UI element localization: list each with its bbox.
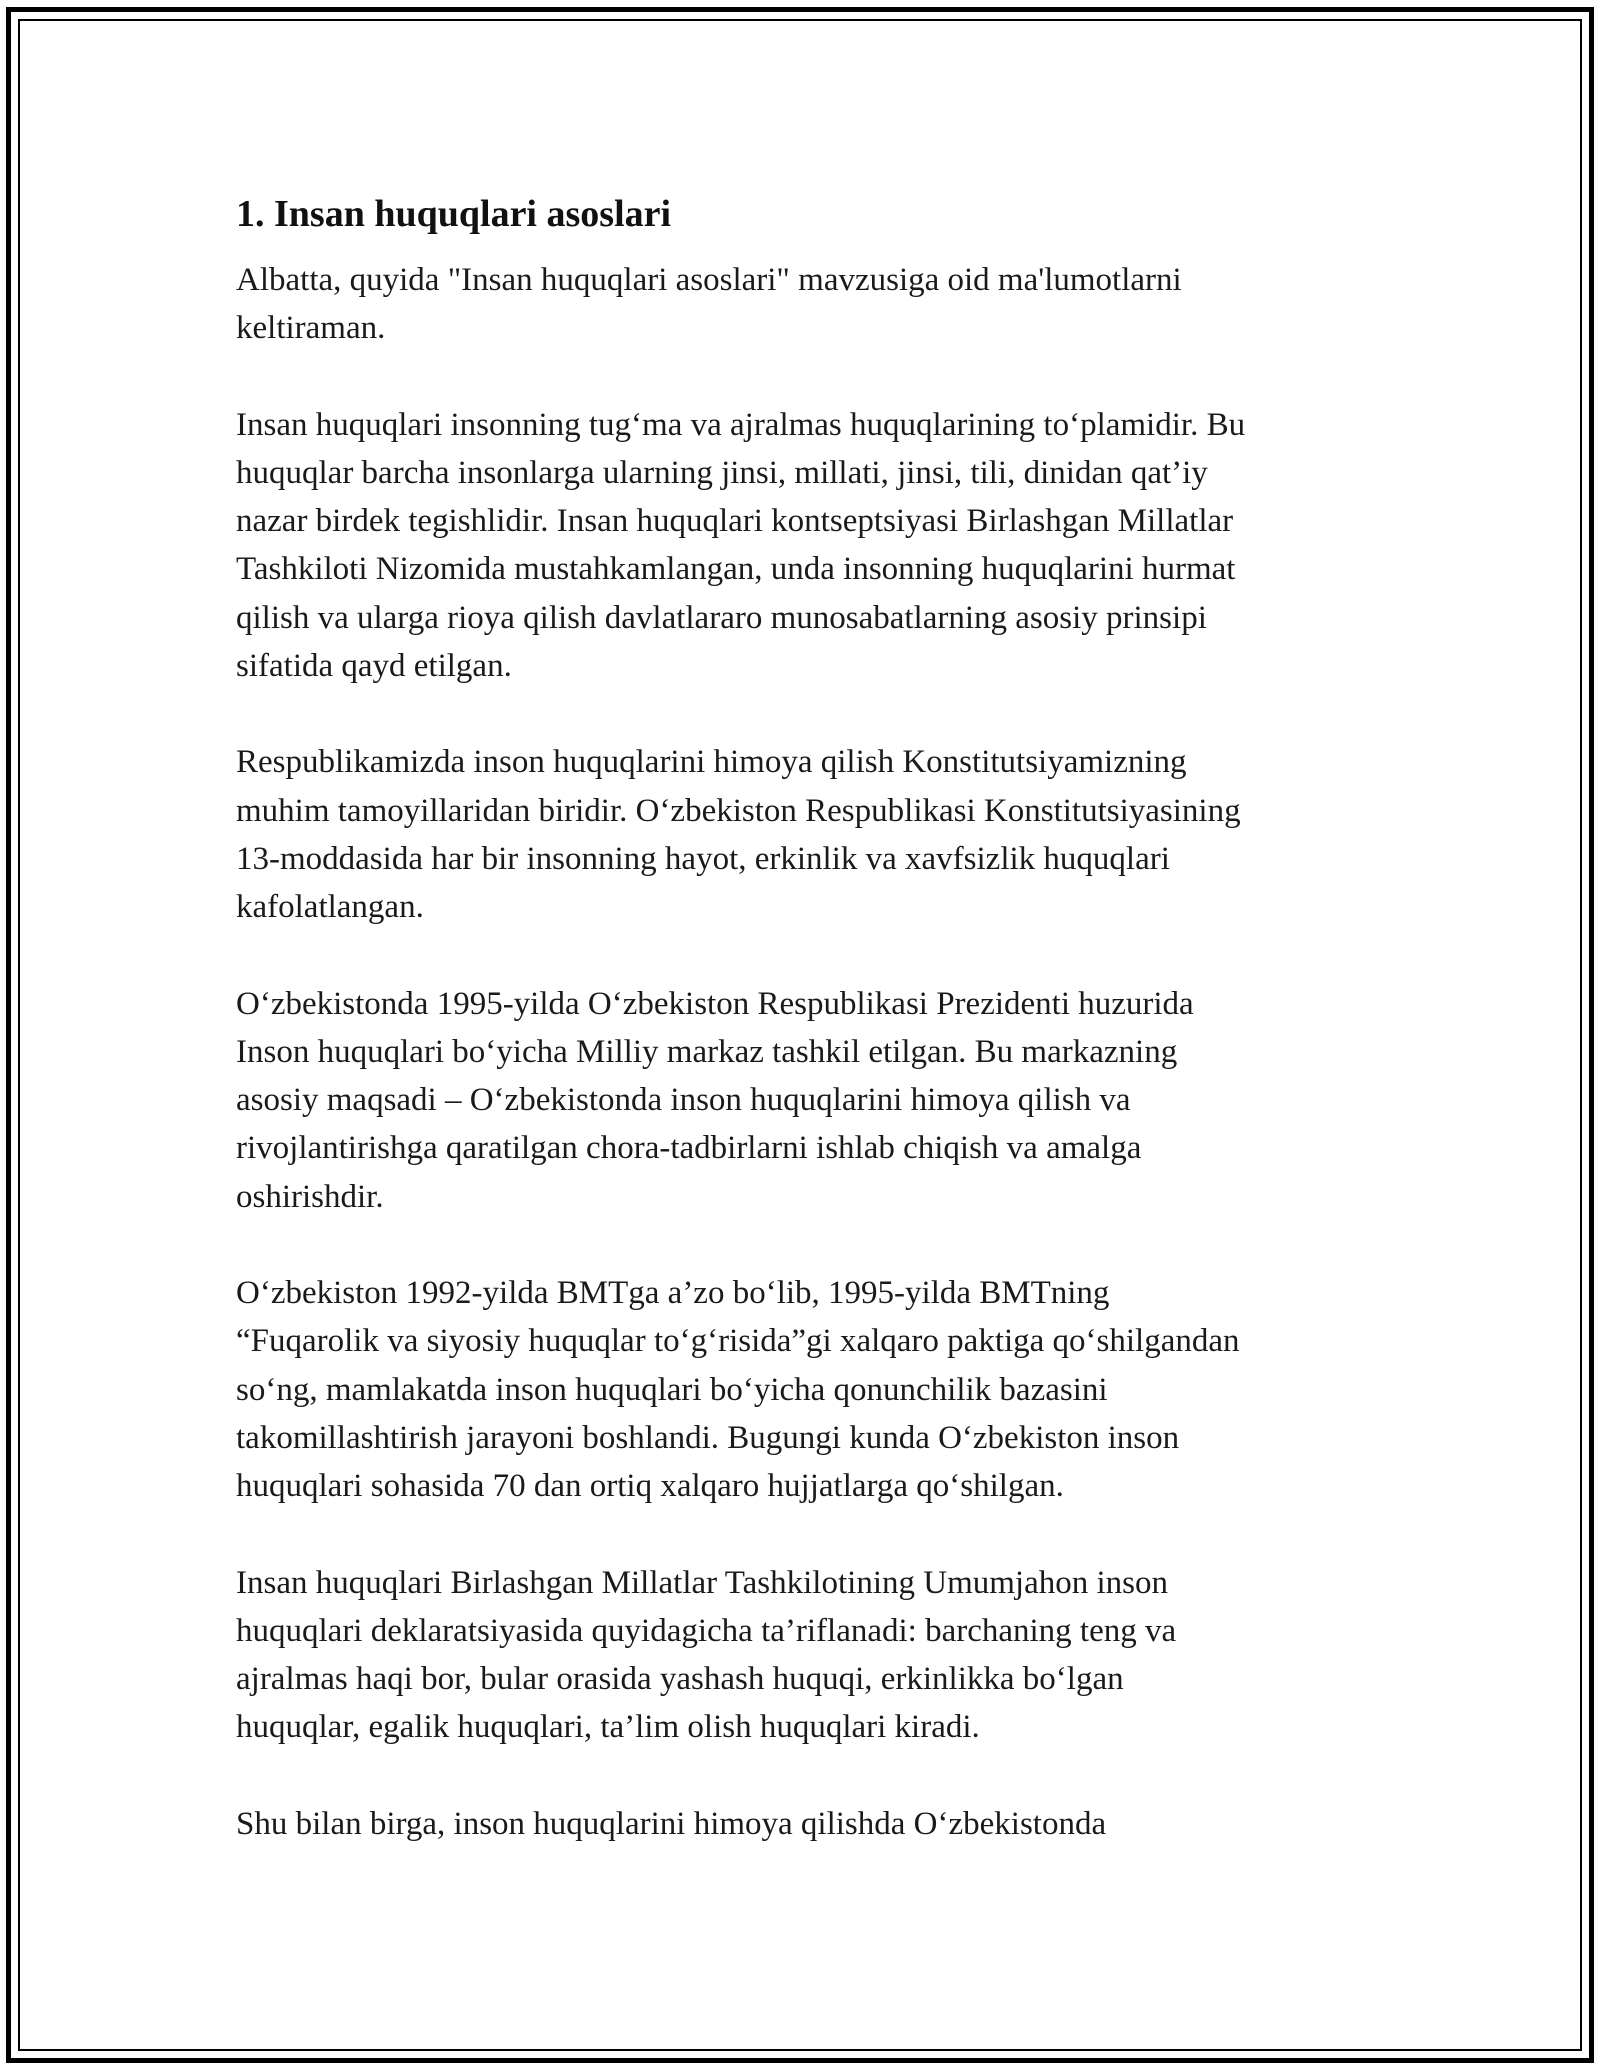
paragraph-line: qilish va ularga rioya qilish davlatlararo munosabatlarning asosiy prinsipi bbox=[236, 599, 1207, 636]
paragraph-line: kafolatlangan. bbox=[236, 889, 424, 926]
paragraph-line: asosiy maqsadi – O‘zbekistonda inson huquqlarini himoya qilish va bbox=[236, 1082, 1131, 1119]
paragraph-line: Shu bilan birga, inson huquqlarini himoya qilishda O‘zbekistonda bbox=[236, 1805, 1107, 1842]
paragraph-line: huquqlar barcha insonlarga ularning jinsi, millati, jinsi, tili, dinidan qat’iy bbox=[236, 454, 1208, 491]
paragraph-line: muhim tamoyillaridan biridir. O‘zbekiston Respublikasi Konstitutsiyasining bbox=[236, 792, 1241, 829]
paragraph-line: Respublikamizda inson huquqlarini himoya qilish Konstitutsiyamizning bbox=[236, 744, 1187, 781]
paragraph-line: O‘zbekiston 1992-yilda BMTga a’zo bo‘lib, 1995-yilda BMTning bbox=[236, 1275, 1110, 1312]
paragraph-line: O‘zbekistonda 1995-yilda O‘zbekiston Respublikasi Prezidenti huzurida bbox=[236, 985, 1194, 1022]
paragraph-line: Inson huquqlari bo‘yicha Milliy markaz tashkil etilgan. Bu markazning bbox=[236, 1033, 1178, 1070]
paragraph bbox=[236, 1559, 1386, 1752]
paragraph bbox=[236, 980, 1386, 1221]
paragraph-line: Insan huquqlari insonning tug‘ma va ajralmas huquqlarining to‘plamidir. Bu bbox=[236, 406, 1246, 443]
paragraph-line: Tashkiloti Nizomida mustahkamlangan, unda insonning huquqlarini hurmat bbox=[236, 551, 1236, 588]
document-title: 1. Insan huquqlari asoslari bbox=[236, 193, 672, 235]
paragraph-line: rivojlantirishga qaratilgan chora-tadbirlarni ishlab chiqish va amalga bbox=[236, 1130, 1142, 1167]
document-body bbox=[236, 188, 1386, 1896]
paragraph-line: huquqlari deklaratsiyasida quyidagicha ta’riflanadi: barchaning teng va bbox=[236, 1612, 1177, 1649]
paragraph-line: sifatida qayd etilgan. bbox=[236, 648, 512, 685]
paragraph-line: Insan huquqlari Birlashgan Millatlar Tashkilotining Umumjahon inson bbox=[236, 1564, 1168, 1601]
paragraph-line: Albatta, quyida "Insan huquqlari asoslari" mavzusiga oid ma'lumotlarni bbox=[236, 262, 1182, 298]
paragraph-line: so‘ng, mamlakatda inson huquqlari bo‘yicha qonunchilik bazasini bbox=[236, 1371, 1108, 1408]
paragraph-line: ajralmas haqi bor, bular orasida yashash huquqi, erkinlikka bo‘lgan bbox=[236, 1661, 1124, 1698]
paragraph-line: oshirishdir. bbox=[236, 1178, 384, 1215]
paragraph-list bbox=[236, 256, 1386, 1848]
paragraph bbox=[236, 1800, 1386, 1848]
paragraph-line: huquqlari sohasida 70 dan ortiq xalqaro hujjatlarga qo‘shilgan. bbox=[236, 1468, 1064, 1505]
paragraph-line: “Fuqarolik va siyosiy huquqlar to‘g‘risida”gi xalqaro paktiga qo‘shilgandan bbox=[236, 1323, 1240, 1360]
paragraph-line: huquqlar, egalik huquqlari, ta’lim olish huquqlari kiradi. bbox=[236, 1709, 980, 1746]
paragraph-line: keltiraman. bbox=[236, 310, 386, 347]
paragraph bbox=[236, 401, 1386, 691]
paragraph-line: takomillashtirish jarayoni boshlandi. Bugungi kunda O‘zbekiston inson bbox=[236, 1419, 1180, 1456]
paragraph-line: nazar birdek tegishlidir. Insan huquqlari kontseptsiyasi Birlashgan Millatlar bbox=[236, 503, 1234, 540]
paragraph bbox=[236, 1269, 1386, 1510]
paragraph-line: 13-moddasida har bir insonning hayot, erkinlik va xavfsizlik huquqlari bbox=[236, 840, 1170, 877]
paragraph bbox=[236, 738, 1386, 931]
paragraph bbox=[236, 256, 1386, 353]
